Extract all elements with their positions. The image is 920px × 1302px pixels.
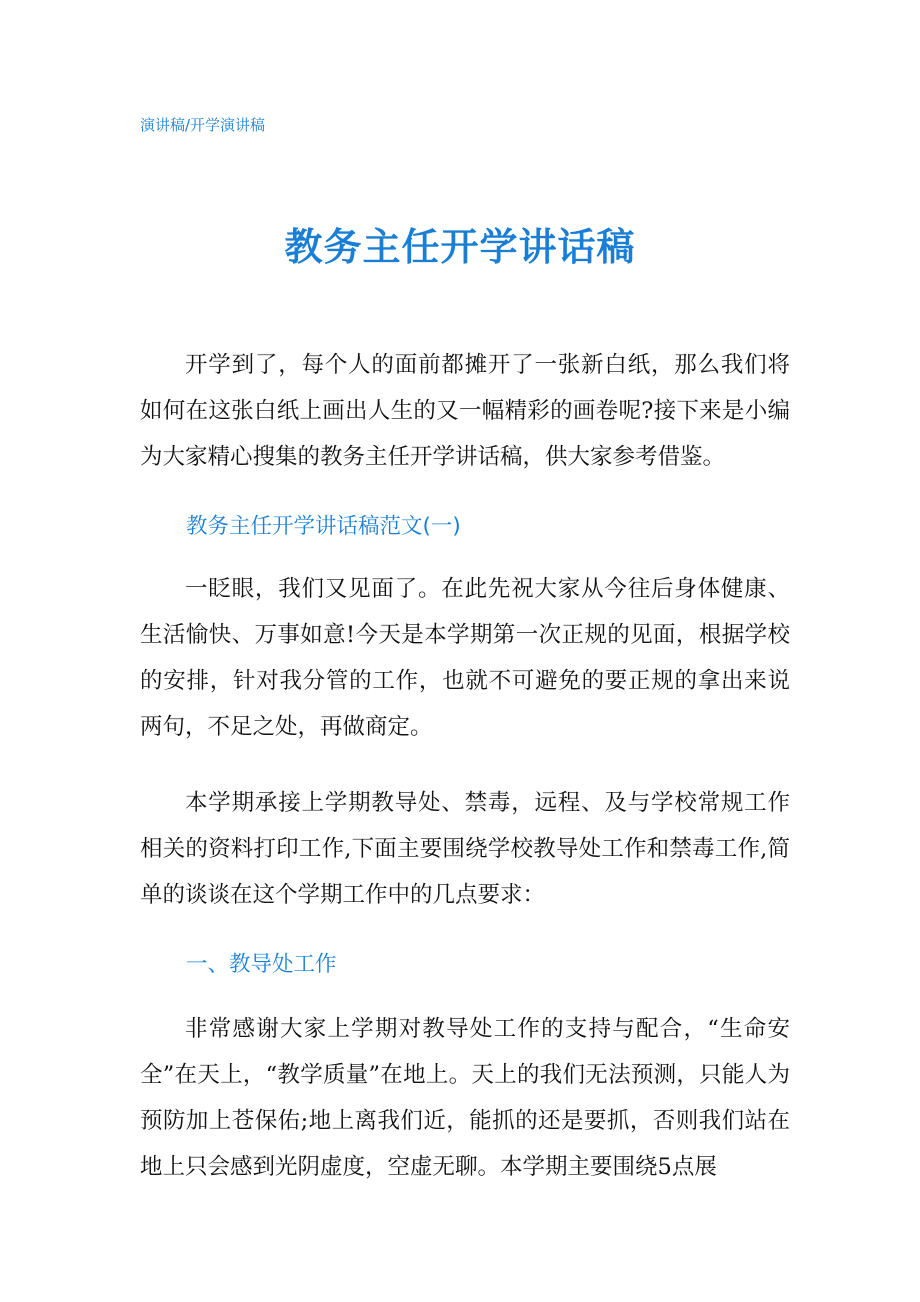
sub-heading-1: 一、教导处工作 — [186, 952, 337, 977]
body-paragraph-3: 非常感谢大家上学期对教导处工作的支持与配合，“生命安全”在天上，“教学质量”在地上。天上的我们无法预测，只能人为预防加上苍保佑;地上离我们近，能抓的还是要抓，否则我们站在地上只会感到光阴虚度，空虚无聊。本学期主要围绕5点展 — [140, 1016, 790, 1180]
page-title: 教务主任开学讲话稿 — [284, 225, 636, 269]
body-paragraph-1: 一眨眼，我们又见面了。在此先祝大家从今往后身体健康、生活愉快、万事如意!今天是本学期第一次正规的见面，根据学校的安排，针对我分管的工作，也就不可避免的要正规的拿出来说两句，不足之处，再做商定。 — [140, 576, 790, 740]
intro-paragraph: 开学到了，每个人的面前都摊开了一张新白纸，那么我们将如何在这张白纸上画出人生的又一幅精彩的画卷呢?接下来是小编为大家精心搜集的教务主任开学讲话稿，供大家参考借鉴。 — [140, 352, 790, 470]
breadcrumb[interactable]: 演讲稿/开学演讲稿 — [140, 116, 266, 134]
body-paragraph-2: 本学期承接上学期教导处、禁毒，远程、及与学校常规工作相关的资料打印工作,下面主要围绕学校教导处工作和禁毒工作,简单的谈谈在这个学期工作中的几点要求： — [140, 790, 790, 908]
section-heading: 教务主任开学讲话稿范文(一) — [186, 514, 461, 539]
